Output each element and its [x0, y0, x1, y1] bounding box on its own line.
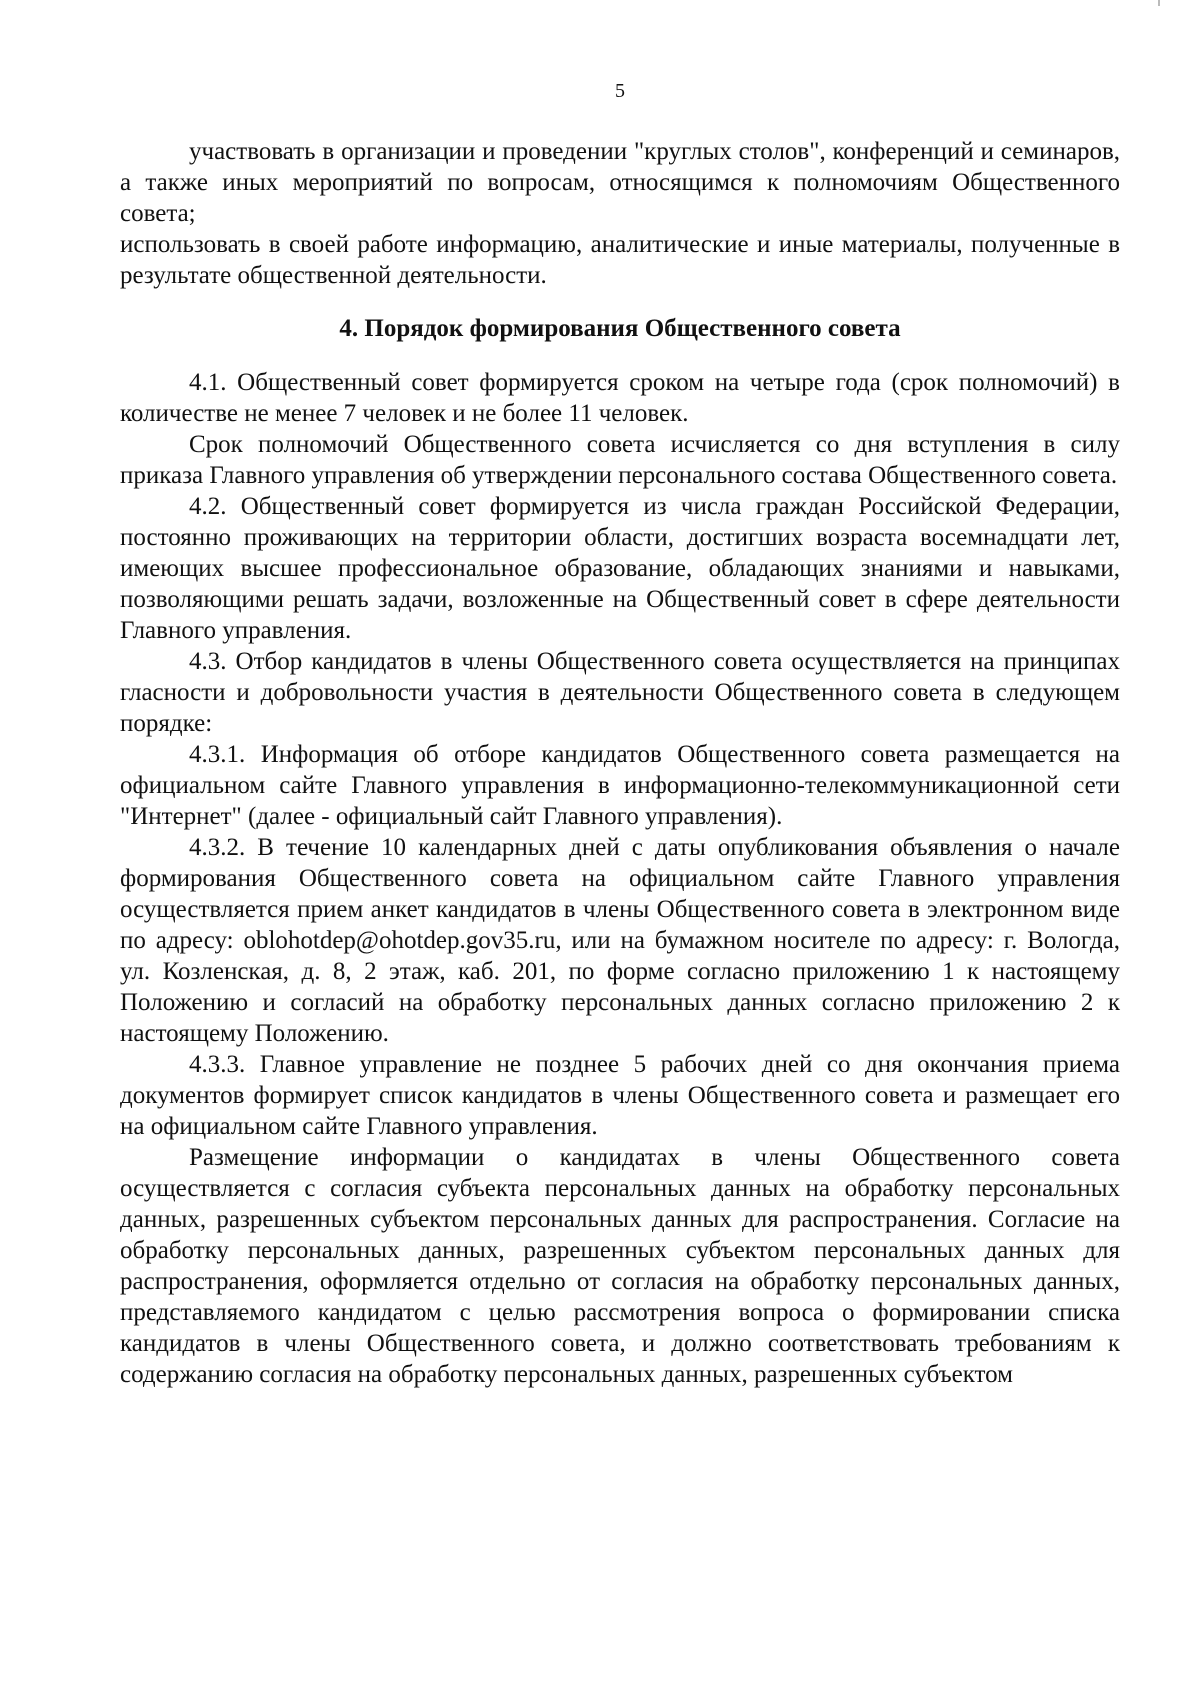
paragraph-4-3-2: 4.3.2. В течение 10 календарных дней с даты опубликования объявления о начале формирования Общественного совета на официальном сайте Главного управления осуществляется прием анкет кандидатов в члены Общественного совета в электронном виде по адресу: oblohotdep@ohotdep.gov35.ru, или на бумажном носителе по адресу: г. Вологда, ул. Козленская, д. 8, 2 этаж, каб. 201, по форме согласно приложению 1 к настоящему Положению и согласий на обработку персональных данных согласно приложению 2 к настоящему Положению. — [120, 834, 1120, 1047]
paragraph-4-2: 4.2. Общественный совет формируется из числа граждан Российской Федерации, постоянно проживающих на территории области, достигших возраста восемнадцати лет, имеющих высшее профессиональное образование, обладающих знаниями и навыками, позволяющими решать задачи, возложенные на Общественный совет в сфере деятельности Главного управления. — [120, 493, 1120, 644]
paragraph-term: Срок полномочий Общественного совета исчисляется со дня вступления в силу приказа Главного управления об утверждении персонального состава Общественного совета. — [120, 431, 1120, 489]
paragraph-use-information: использовать в своей работе информацию, аналитические и иные материалы, полученные в результате общественной деятельности. — [120, 231, 1120, 289]
section-heading: 4. Порядок формирования Общественного совета — [339, 315, 901, 342]
document-body — [120, 136, 1120, 1390]
page-number: 5 — [615, 80, 625, 102]
paragraph-4-1: 4.1. Общественный совет формируется сроком на четыре года (срок полномочий) в количестве не менее 7 человек и не более 11 человек. — [120, 369, 1120, 427]
paragraph-participate: участвовать в организации и проведении "круглых столов", конференций и семинаров, а также иных мероприятий по вопросам, относящимся к полномочиям Общественного совета; — [120, 138, 1120, 227]
paragraph-4-3-3: 4.3.3. Главное управление не позднее 5 рабочих дней со дня окончания приема документов формирует список кандидатов в члены Общественного совета и размещает его на официальном сайте Главного управления. — [120, 1051, 1120, 1140]
paragraph-4-3: 4.3. Отбор кандидатов в члены Общественного совета осуществляется на принципах гласности и добровольности участия в деятельности Общественного совета в следующем порядке: — [120, 648, 1120, 737]
paragraph-consent: Размещение информации о кандидатах в члены Общественного совета осуществляется с согласия субъекта персональных данных на обработку персональных данных, разрешенных субъектом персональных данных для распространения. Согласие на обработку персональных данных, разрешенных субъектом персональных данных для распространения, оформляется отдельно от согласия на обработку персональных данных, представляемого кандидатом с целью рассмотрения вопроса о формировании списка кандидатов в члены Общественного совета, и должно соответствовать требованиям к содержанию согласия на обработку персональных данных, разрешенных субъектом — [120, 1144, 1120, 1388]
paragraph-4-3-1: 4.3.1. Информация об отборе кандидатов Общественного совета размещается на официальном сайте Главного управления в информационно-телекоммуникационной сети "Интернет" (далее - официальный сайт Главного управления). — [120, 741, 1120, 830]
scan-edge-mark — [1158, 0, 1160, 6]
